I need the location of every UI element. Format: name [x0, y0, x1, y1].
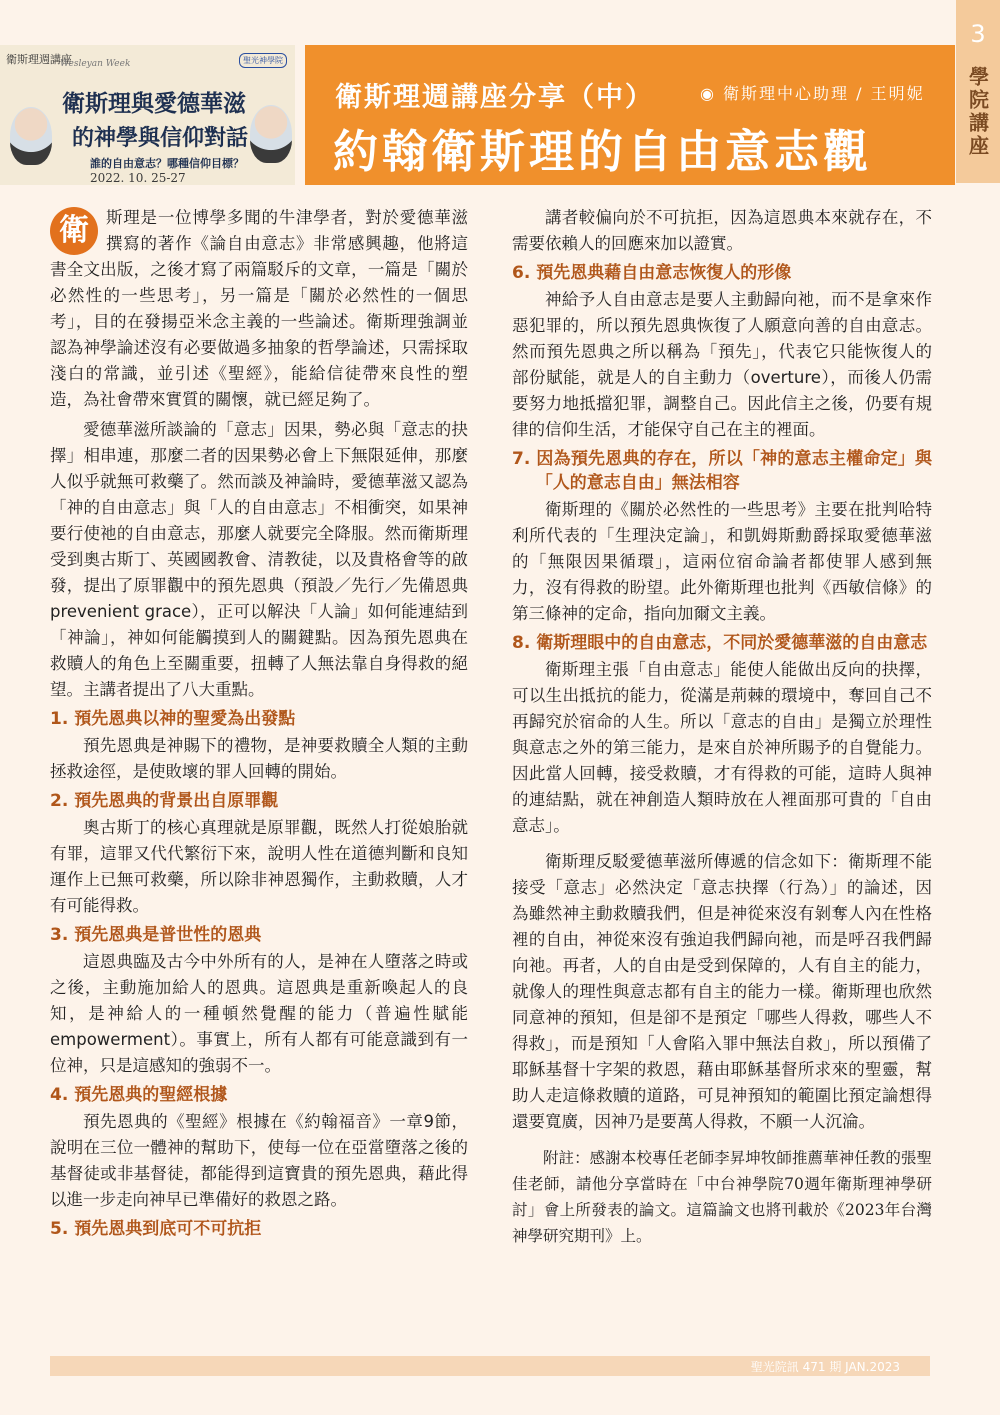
footnote: 附註：感謝本校專任老師李昇坤牧師推薦華神任教的張聖佳老師，請他分享當時在「中台神學院70週年衛斯理神學研討」會上所發表的論文。這篇論文也將刊載於《2023年台灣神學研究期刊》上。	[512, 1149, 932, 1245]
intro-paragraph	[50, 205, 468, 413]
section-heading-8: 8. 衛斯理眼中的自由意志，不同於愛德華滋的自由意志	[512, 633, 928, 653]
banner-logo: 聖光神學院	[239, 53, 287, 68]
section-text-2: 奧古斯丁的核心真理就是原罪觀，既然人打從娘胎就有罪，這罪又代代繁衍下來，說明人性在道德判斷和良知運作上已無可救藥，所以除非神恩獨作，主動救贖，人才有可能得救。	[50, 818, 468, 915]
section-heading-6: 6. 預先恩典藉自由意志恢復人的形像	[512, 263, 792, 283]
banner-line1: 衛斯理與愛德華滋	[62, 90, 246, 117]
section-text-8: 衛斯理主張「自由意志」能使人能做出反向的抉擇，可以生出抵抗的能力，從滿是荊棘的環境中，奪回自己不再歸究於宿命的人生。所以「意志的自由」是獨立於理性與意志之外的第三能力，是來自於神所賜予的自覺能力。因此當人回轉，接受救贖，才有得救的可能，這時人與神的連結點，就在神創造人類時放在人裡面那可貴的「自由意志」。	[512, 660, 932, 835]
portrait-right	[250, 105, 292, 163]
section-heading-7: 7. 因為預先恩典的存在，所以「神的意志主權命定」與「人的意志自由」無法相容	[512, 449, 932, 493]
section-heading-2: 2. 預先恩典的背景出自原罪觀	[50, 791, 279, 811]
side-tab	[956, 0, 1000, 183]
banner-date: 2022. 10. 25-27	[90, 171, 186, 185]
footer-issue: 聖光院訊 471 期 JAN.2023	[750, 1360, 900, 1374]
article-title: 約翰衛斯理的自由意志觀	[333, 125, 873, 178]
right-column	[512, 205, 932, 1249]
intro-text: 斯理是一位博學多聞的牛津學者，對於愛德華滋撰寫的著作《論自由意志》非常感興趣，他將這書全文出版，之後才寫了兩篇駁斥的文章，一篇是「關於必然性的一些思考」，另一篇是「關於必然性的一個思考」，目的在發揚亞米念主義的一些論述。衛斯理強調並認為神學論述沒有必要做過多抽象的哲學論述，只需採取淺白的常識，並引述《聖經》，能給信徒帶來良性的塑造，為社會帶來實質的關懷，就已經足夠了。	[50, 208, 468, 409]
section-text-6: 神給予人自由意志是要人主動歸向祂，而不是拿來作惡犯罪的，所以預先恩典恢復了人願意向善的自由意志。然而預先恩典之所以稱為「預先」，代表它只能恢復人的部份賦能，就是人的自主動力（overture），而後人仍需要努力地抵擋犯罪，調整自己。因此信主之後，仍要有規律的信仰生活，才能保守自己在主的裡面。	[512, 290, 932, 439]
lecture-banner-image	[0, 45, 295, 185]
banner-subtitle: Wesleyan Week	[60, 59, 131, 69]
section-text-1: 預先恩典是神賜下的禮物，是神要救贖全人類的主動拯救途徑，是使敗壞的罪人回轉的開始。	[50, 736, 468, 781]
section-heading-1: 1. 預先恩典以神的聖愛為出發點	[50, 709, 296, 729]
page-number: 3	[970, 20, 986, 48]
section-heading-4: 4. 預先恩典的聖經根據	[50, 1085, 228, 1105]
section-text-3: 這恩典臨及古今中外所有的人，是神在人墮落之時或之後，主動施加給人的恩典。這恩典是重新喚起人的良知，是神給人的一種頓然覺醒的能力（普遍性賦能 empowerment）。事實上，所有人都有可能意識到有一位神，只是這感知的強弱不一。	[50, 952, 468, 1075]
section-text-5: 講者較偏向於不可抗拒，因為這恩典本來就存在，不需要依賴人的回應來加以證實。	[512, 208, 932, 253]
category-label: 學院講座	[965, 66, 990, 158]
portrait-left	[10, 107, 52, 165]
section-text-7: 衛斯理的《關於必然性的一些思考》主要在批判哈特利所代表的「生理決定論」，和凱姆斯勳爵採取愛德華滋的「無限因果循環」，這兩位宿命論者都使罪人感到無力，沒有得救的盼望。此外衛斯理也批判《西敏信條》的第三條神的定命，指向加爾文主義。	[512, 500, 932, 623]
banner-line2: 的神學與信仰對話	[72, 125, 249, 151]
author-line: ◉ 衛斯理中心助理 / 王明妮	[700, 84, 925, 103]
section-text-4: 預先恩典的《聖經》根據在《約翰福音》一章9節，說明在三位一體神的幫助下，使每一位在亞當墮落之後的基督徒或非基督徒，都能得到這寶貴的預先恩典，藉此得以進一步走向神早已準備好的救恩之路。	[50, 1112, 468, 1209]
banner-org: 衛斯理週講座	[6, 53, 72, 66]
header-bar	[305, 45, 955, 185]
footer-bar	[50, 1356, 930, 1376]
dropcap: 衛	[50, 207, 98, 255]
paragraph-2: 愛德華滋所談論的「意志」因果，勢必與「意志的抉擇」相串連，那麼二者的因果勢必會上下無限延伸，那麼人似乎就無可救藥了。然而談及神論時，愛德華滋又認為「神的自由意志」與「人的自由意志」不相衝突，如果神要行使祂的自由意志，那麼人就要完全降服。然而衛斯理受到奧古斯丁、英國國教會、清教徒，以及貴格會等的啟發，提出了原罪觀中的預先恩典（預設／先行／先備恩典 prevenient grace），正可以解決「人論」如何能連結到「神論」，神如何能觸摸到人的關鍵點。因為預先恩典在救贖人的角色上至關重要，扭轉了人無法靠自身得救的絕望。主講者提出了八大重點。	[50, 420, 468, 699]
section-heading-3: 3. 預先恩典是普世性的恩典	[50, 925, 262, 945]
closing-paragraph: 衛斯理反駁愛德華滋所傳遞的信念如下：衛斯理不能接受「意志」必然決定「意志抉擇（行為）」的論述，因為雖然神主動救贖我們，但是神從來沒有剝奪人內在性格裡的自由，神從來沒有強迫我們歸向祂，而是呼召我們歸向祂。再者，人的自由是受到保障的，人有自主的能力，就像人的理性與意志都有自主的能力一樣。衛斯理也欣然同意神的預知，但是卻不是預定「哪些人得救，哪些人不得救」，而是預知「人會陷入罪中無法自救」，所以預備了耶穌基督十字架的救恩，藉由耶穌基督所求來的聖靈，幫助人走這條救贖的道路，可見神預知的範圍比預定論想得還要寬廣，因神乃是要萬人得救，不願一人沉淪。	[512, 852, 932, 1131]
series-title: 衛斯理週講座分享（中）	[335, 82, 654, 113]
banner-line3: 誰的自由意志？哪種信仰目標？	[90, 157, 244, 170]
left-column	[50, 205, 468, 1243]
section-heading-5: 5. 預先恩典到底可不可抗拒	[50, 1219, 262, 1239]
